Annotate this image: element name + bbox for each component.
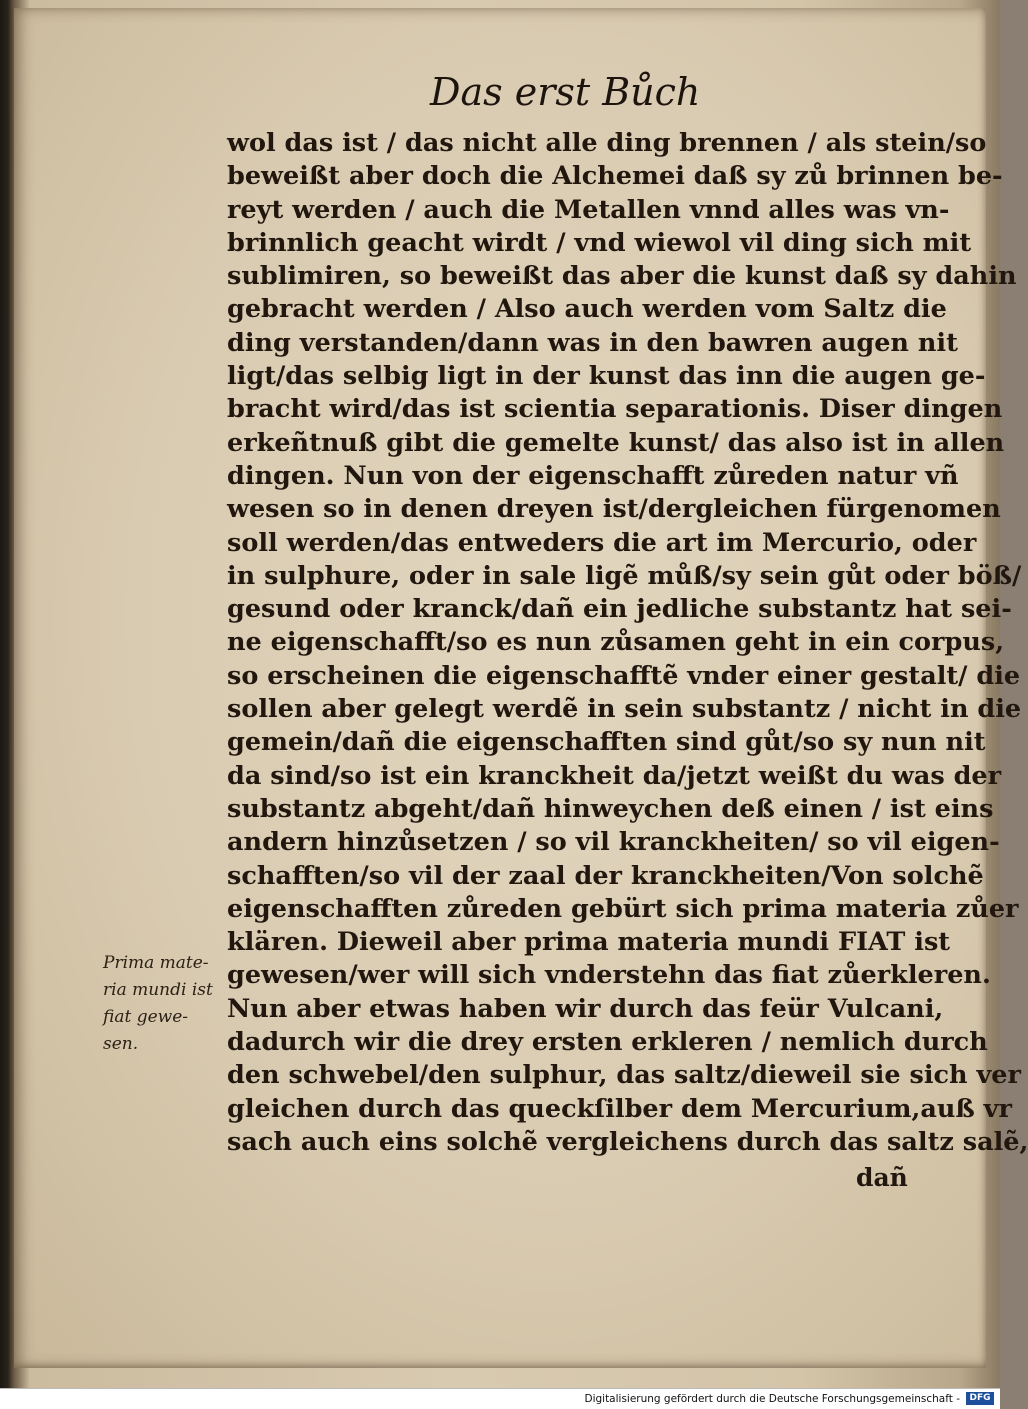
text-line: gemein/dañ die eigenschafften sind gůt/so sy nun nit <box>227 727 986 758</box>
marginal-note-line: sen. <box>103 1034 139 1054</box>
marginal-note <box>103 950 223 1058</box>
text-line: den schwebel/den sulphur, das saltz/dieweil sie sich ver <box>227 1060 1021 1091</box>
text-line: ne eigenschafft/so es nun zůsamen geht in ein corpus, <box>227 627 1005 658</box>
text-line: gebracht werden / Also auch werden vom Saltz die <box>227 294 947 325</box>
text-line: da sind/so ist ein kranckheit da/jetzt weißt du was der <box>227 760 1002 791</box>
text-line: reyt werden / auch die Metallen vnnd alles was vn- <box>227 194 950 225</box>
body-text-block <box>227 127 1028 1159</box>
text-line: soll werden/das entweders die art im Mercurio, oder <box>227 527 977 558</box>
marginal-note-line: Prima mate- <box>103 953 209 973</box>
text-line: sollen aber gelegt werdẽ in sein substantz / nicht in die <box>227 694 1022 725</box>
digitization-footer <box>0 1388 1000 1409</box>
text-line: substantz abgeht/dañ hinweychen deß einen / ist eins <box>227 793 994 824</box>
text-line: dingen. Nun von der eigenschafft zůreden natur vñ <box>227 460 959 491</box>
text-line: wesen so in denen dreyen ist/dergleichen fürgenomen <box>227 494 1001 525</box>
text-line: gleichen durch das queckſilber dem Mercurium,auß vr <box>227 1093 1012 1124</box>
text-line: wol das ist / das nicht alle ding brennen / als stein/so <box>227 128 987 158</box>
dfg-logo-icon: DFG <box>966 1392 994 1405</box>
text-line: Nun aber etwas haben wir durch das feür Vulcani, <box>227 993 944 1024</box>
text-line: klären. Dieweil aber prima materia mundi FIAT ist <box>227 927 951 958</box>
text-line: so erscheinen die eigenschafftẽ vnder einer gestalt/ die <box>227 660 1021 691</box>
text-line: schafften/so vil der zaal der kranckheiten/Von solchẽ <box>227 860 984 891</box>
text-line: dadurch wir die drey ersten erkleren / nemlich durch <box>227 1027 988 1058</box>
text-line: andern hinzůsetzen / so vil kranckheiten/ so vil eigen- <box>227 827 1000 858</box>
marginal-note-line: fiat gewe- <box>103 1007 189 1027</box>
text-line: sublimiren, so beweißt das aber die kunst daß sy dahin <box>227 261 1017 292</box>
running-head: Das erst Bůch <box>430 70 701 114</box>
text-line: erkeñtnuß gibt die gemelte kunst/ das also ist in allen <box>227 427 1005 458</box>
marginal-note-line: ria mundi ist <box>103 980 213 1000</box>
text-line: beweißt aber doch die Alchemei daß sy zů brinnen be- <box>227 161 1003 192</box>
text-line: bracht wird/das ist scientia separationis. Diser dingen <box>227 394 1003 425</box>
text-line: sach auch eins solchẽ vergleichens durch das saltz salẽ, <box>227 1126 1028 1157</box>
footer-credit: Digitalisierung gefördert durch die Deutsche Forschungsgemeinschaft - <box>584 1393 960 1405</box>
text-line: brinnlich geacht wirdt / vnd wiewol vil ding sich mit <box>227 227 972 258</box>
text-line: ligt/das selbig ligt in der kunst das inn die augen ge- <box>227 361 986 392</box>
text-line: ding verstanden/dann was in den bawren augen nit <box>227 327 958 358</box>
catchword: dañ <box>856 1163 908 1192</box>
text-line: eigenschafften zůreden gebürt sich prima materia zůer <box>227 893 1019 924</box>
text-line: in sulphure, oder in sale ligẽ můß/sy sein gůt oder böß/ <box>227 560 1022 591</box>
text-line: gesund oder kranck/dañ ein jedliche substantz hat sei- <box>227 594 1012 625</box>
text-line: gewesen/wer will sich vnderstehn das fiat zůerkleren. <box>227 960 991 991</box>
